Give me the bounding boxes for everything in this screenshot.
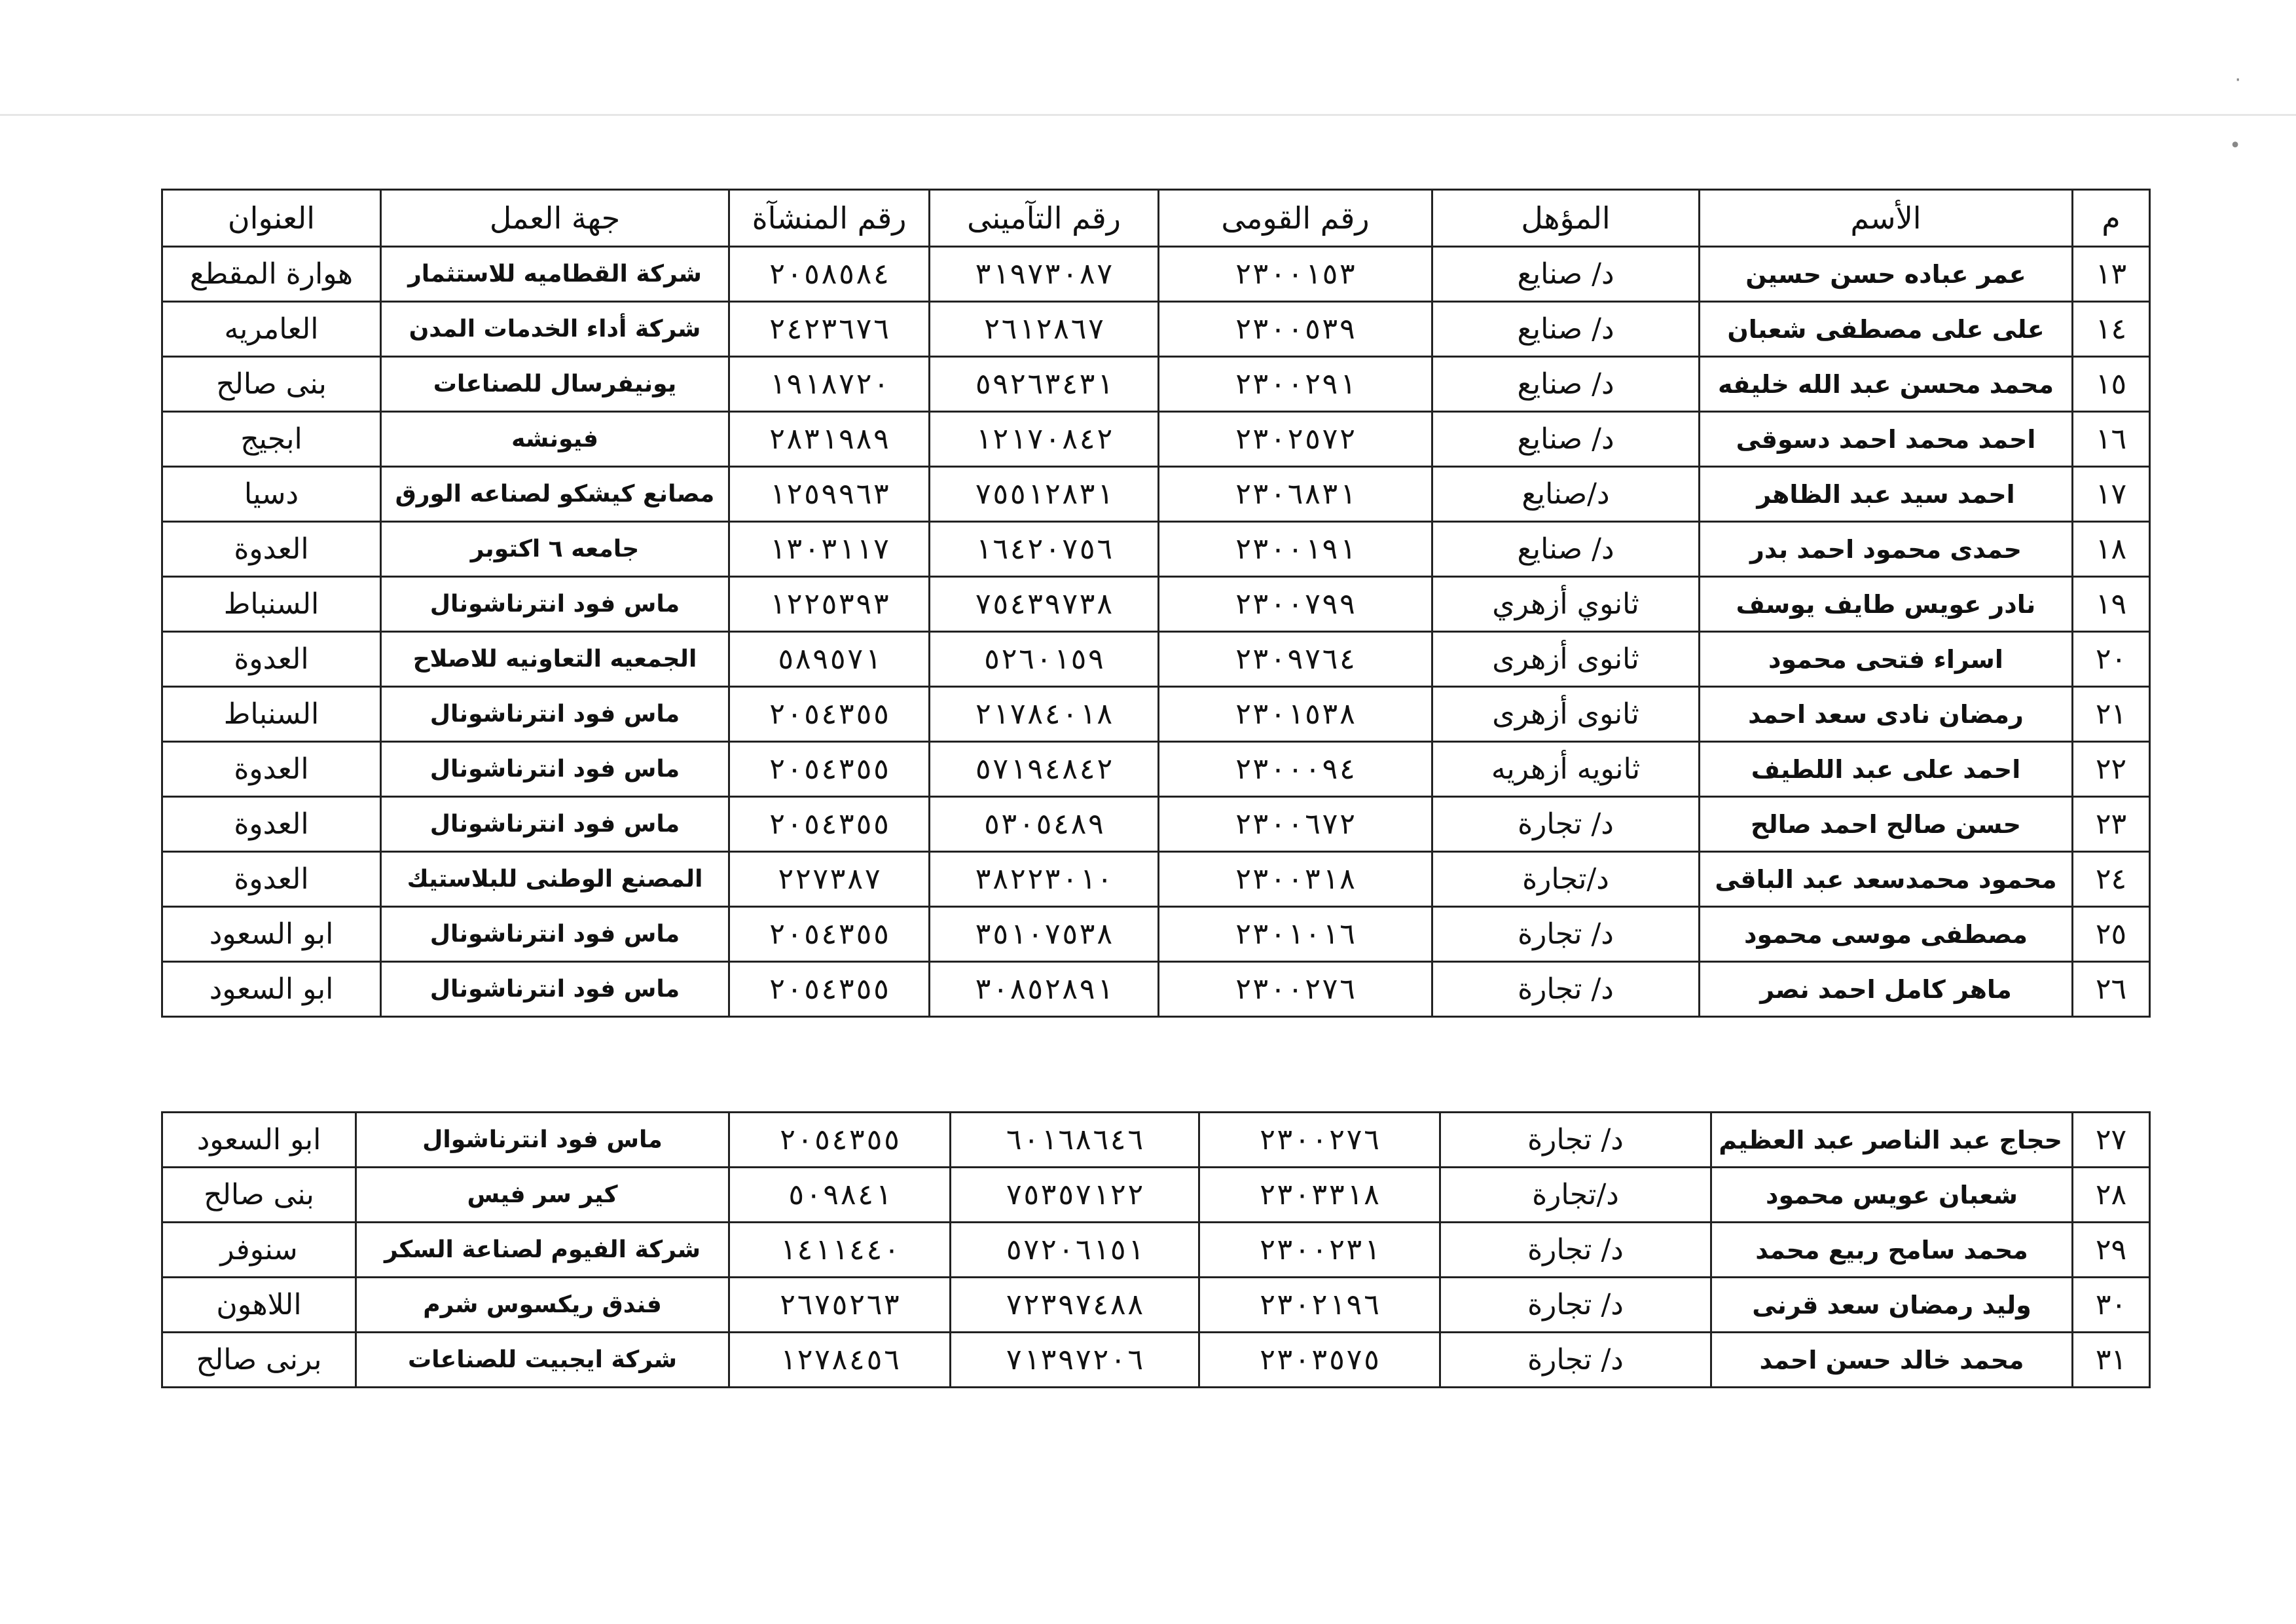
cell-qualification: د/صنايع bbox=[1432, 467, 1700, 522]
cell-national-id: ٢٣٠٠١٩١ bbox=[1159, 522, 1432, 577]
cell-establishment-no: ٢٦٧٥٢٦٣ bbox=[729, 1278, 951, 1333]
table-row bbox=[162, 412, 2150, 467]
table-row bbox=[162, 907, 2150, 962]
cell-insurance-no: ٦٠١٦٨٦٤٦ bbox=[951, 1113, 1199, 1168]
cell-establishment-no: ٢٠٥٤٣٥٥ bbox=[729, 687, 930, 742]
cell-number: ٢٦ bbox=[2073, 962, 2150, 1017]
cell-workplace: يونيفرسال للصناعات bbox=[381, 357, 729, 412]
cell-name: حجاج عبد الناصر عبد العظيم bbox=[1711, 1113, 2073, 1168]
cell-establishment-no: ٢٠٥٤٣٥٥ bbox=[729, 797, 930, 852]
cell-national-id: ٢٣٠١٠١٦ bbox=[1159, 907, 1432, 962]
cell-address: هوارة المقطع bbox=[162, 247, 381, 302]
cell-name: احمد سيد عبد الظاهر bbox=[1700, 467, 2073, 522]
cell-number: ٢٠ bbox=[2073, 632, 2150, 687]
table-row bbox=[162, 467, 2150, 522]
cell-workplace: كير سر فيس bbox=[356, 1168, 729, 1223]
cell-insurance-no: ٥٧١٩٤٨٤٢ bbox=[930, 742, 1159, 797]
cell-national-id: ٢٣٠٠٦٧٢ bbox=[1159, 797, 1432, 852]
table-row bbox=[162, 1333, 2150, 1388]
cell-address: بنى صالح bbox=[162, 1168, 356, 1223]
cell-national-id: ٢٣٠٠٢٣١ bbox=[1199, 1223, 1440, 1278]
cell-address: ابو السعود bbox=[162, 962, 381, 1017]
cell-name: ماهر كامل احمد نصر bbox=[1700, 962, 2073, 1017]
cell-workplace: ماس فود انترناشونال bbox=[381, 962, 729, 1017]
cell-insurance-no: ٧٢٣٩٧٤٨٨ bbox=[951, 1278, 1199, 1333]
cell-number: ٣٠ bbox=[2073, 1278, 2150, 1333]
employees-table-second bbox=[161, 1111, 2151, 1388]
cell-workplace: ماس فود انترناشونال bbox=[381, 907, 729, 962]
cell-number: ١٦ bbox=[2073, 412, 2150, 467]
cell-establishment-no: ٢٤٢٣٦٧٦ bbox=[729, 302, 930, 357]
employees-table-main bbox=[161, 189, 2151, 1018]
cell-address: بنى صالح bbox=[162, 357, 381, 412]
cell-workplace: جامعه ٦ اكتوبر bbox=[381, 522, 729, 577]
cell-number: ٢٨ bbox=[2073, 1168, 2150, 1223]
cell-workplace: شركة أداء الخدمات المدن bbox=[381, 302, 729, 357]
table-row bbox=[162, 1113, 2150, 1168]
cell-address: العدوة bbox=[162, 797, 381, 852]
cell-insurance-no: ٢١٧٨٤٠١٨ bbox=[930, 687, 1159, 742]
cell-address: العامريه bbox=[162, 302, 381, 357]
header-national-id: رقم القومى bbox=[1159, 190, 1432, 247]
cell-number: ٢٩ bbox=[2073, 1223, 2150, 1278]
cell-name: وليد رمضان سعد قرنى bbox=[1711, 1278, 2073, 1333]
cell-qualification: د/ صنايع bbox=[1432, 412, 1700, 467]
cell-qualification: ثانويه أزهريه bbox=[1432, 742, 1700, 797]
cell-name: نادر عويس طايف يوسف bbox=[1700, 577, 2073, 632]
table-row bbox=[162, 1223, 2150, 1278]
header-insurance-no: رقم التآمينى bbox=[930, 190, 1159, 247]
cell-workplace: ماس فود انترناشوال bbox=[356, 1113, 729, 1168]
table-row bbox=[162, 962, 2150, 1017]
cell-qualification: ثانوى أزهرى bbox=[1432, 687, 1700, 742]
cell-national-id: ٢٣٠٠٢٧٦ bbox=[1199, 1113, 1440, 1168]
table-row bbox=[162, 577, 2150, 632]
cell-number: ٢٣ bbox=[2073, 797, 2150, 852]
cell-national-id: ٢٣٠٢١٩٦ bbox=[1199, 1278, 1440, 1333]
cell-number: ١٩ bbox=[2073, 577, 2150, 632]
cell-national-id: ٢٣٠٢٥٧٢ bbox=[1159, 412, 1432, 467]
cell-name: احمد على عبد اللطيف bbox=[1700, 742, 2073, 797]
cell-qualification: د/ صنايع bbox=[1432, 522, 1700, 577]
cell-address: العدوة bbox=[162, 742, 381, 797]
cell-qualification: د/ صنايع bbox=[1432, 302, 1700, 357]
cell-national-id: ٢٣٠٠٧٩٩ bbox=[1159, 577, 1432, 632]
cell-workplace: المصنع الوطنى للبلاستيك bbox=[381, 852, 729, 907]
cell-insurance-no: ٢٦١٢٨٦٧ bbox=[930, 302, 1159, 357]
cell-establishment-no: ٢٠٥٤٣٥٥ bbox=[729, 907, 930, 962]
cell-address: العدوة bbox=[162, 632, 381, 687]
header-name: الأسم bbox=[1700, 190, 2073, 247]
header-qualification: المؤهل bbox=[1432, 190, 1700, 247]
cell-establishment-no: ٥٨٩٥٧١ bbox=[729, 632, 930, 687]
cell-national-id: ٢٣٠٠٢٩١ bbox=[1159, 357, 1432, 412]
cell-establishment-no: ٢٠٥٨٥٨٤ bbox=[729, 247, 930, 302]
header-row bbox=[162, 190, 2150, 247]
cell-establishment-no: ١٤١١٤٤٠ bbox=[729, 1223, 951, 1278]
cell-address: سنوفر bbox=[162, 1223, 356, 1278]
cell-number: ١٤ bbox=[2073, 302, 2150, 357]
cell-national-id: ٢٣٠٩٧٦٤ bbox=[1159, 632, 1432, 687]
cell-insurance-no: ١٦٤٢٠٧٥٦ bbox=[930, 522, 1159, 577]
cell-name: محمد خالد حسن احمد bbox=[1711, 1333, 2073, 1388]
cell-address: السنباط bbox=[162, 687, 381, 742]
cell-number: ٢٥ bbox=[2073, 907, 2150, 962]
cell-number: ١٨ bbox=[2073, 522, 2150, 577]
cell-insurance-no: ١٢١٧٠٨٤٢ bbox=[930, 412, 1159, 467]
cell-address: اللاهون bbox=[162, 1278, 356, 1333]
scan-edge-line bbox=[0, 114, 2296, 116]
cell-establishment-no: ٢٢٧٣٨٧ bbox=[729, 852, 930, 907]
table-row bbox=[162, 302, 2150, 357]
cell-establishment-no: ٢٠٥٤٣٥٥ bbox=[729, 962, 930, 1017]
header-address: العنوان bbox=[162, 190, 381, 247]
cell-number: ٢٤ bbox=[2073, 852, 2150, 907]
cell-address: برنى صالح bbox=[162, 1333, 356, 1388]
cell-national-id: ٢٣٠٠٠٩٤ bbox=[1159, 742, 1432, 797]
cell-insurance-no: ٥٣٠٥٤٨٩ bbox=[930, 797, 1159, 852]
cell-qualification: د/ تجارة bbox=[1432, 797, 1700, 852]
cell-name: محمد سامح ربيع محمد bbox=[1711, 1223, 2073, 1278]
scan-specks: · • bbox=[2229, 69, 2241, 157]
cell-establishment-no: ١٢٥٩٩٦٣ bbox=[729, 467, 930, 522]
cell-workplace: شركة الفيوم لصناعة السكر bbox=[356, 1223, 729, 1278]
cell-workplace: مصانع كيشكو لصناعه الورق bbox=[381, 467, 729, 522]
cell-insurance-no: ٣٠٨٥٢٨٩١ bbox=[930, 962, 1159, 1017]
header-m: م bbox=[2073, 190, 2150, 247]
cell-address: ابو السعود bbox=[162, 907, 381, 962]
cell-insurance-no: ٧٥٥١٢٨٣١ bbox=[930, 467, 1159, 522]
cell-national-id: ٢٣٠٣٥٧٥ bbox=[1199, 1333, 1440, 1388]
cell-establishment-no: ١٢٧٨٤٥٦ bbox=[729, 1333, 951, 1388]
cell-national-id: ٢٣٠٠٥٣٩ bbox=[1159, 302, 1432, 357]
cell-qualification: د/تجارة bbox=[1440, 1168, 1711, 1223]
cell-establishment-no: ٢٨٣١٩٨٩ bbox=[729, 412, 930, 467]
header-establishment-no: رقم المنشآة bbox=[729, 190, 930, 247]
cell-insurance-no: ٣١٩٧٣٠٨٧ bbox=[930, 247, 1159, 302]
cell-insurance-no: ٧١٣٩٧٢٠٦ bbox=[951, 1333, 1199, 1388]
cell-address: ابجيج bbox=[162, 412, 381, 467]
cell-insurance-no: ٥٩٢٦٣٤٣١ bbox=[930, 357, 1159, 412]
cell-qualification: د/ تجارة bbox=[1432, 907, 1700, 962]
cell-national-id: ٢٣٠٦٨٣١ bbox=[1159, 467, 1432, 522]
cell-national-id: ٢٣٠٣٣١٨ bbox=[1199, 1168, 1440, 1223]
cell-address: العدوة bbox=[162, 852, 381, 907]
cell-number: ٢١ bbox=[2073, 687, 2150, 742]
cell-establishment-no: ٥٠٩٨٤١ bbox=[729, 1168, 951, 1223]
cell-number: ١٥ bbox=[2073, 357, 2150, 412]
cell-address: ابو السعود bbox=[162, 1113, 356, 1168]
table-row bbox=[162, 687, 2150, 742]
cell-insurance-no: ٧٥٣٥٧١٢٢ bbox=[951, 1168, 1199, 1223]
cell-number: ٣١ bbox=[2073, 1333, 2150, 1388]
table-row bbox=[162, 522, 2150, 577]
cell-name: على على مصطفى شعبان bbox=[1700, 302, 2073, 357]
cell-qualification: ثانوي أزهري bbox=[1432, 577, 1700, 632]
cell-workplace: شركة القطاميه للاستثمار bbox=[381, 247, 729, 302]
table-body-second bbox=[162, 1113, 2150, 1388]
cell-name: محمد محسن عبد الله خليفه bbox=[1700, 357, 2073, 412]
cell-establishment-no: ٢٠٥٤٣٥٥ bbox=[729, 742, 930, 797]
cell-number: ٢٧ bbox=[2073, 1113, 2150, 1168]
table-row bbox=[162, 357, 2150, 412]
cell-insurance-no: ٧٥٤٣٩٧٣٨ bbox=[930, 577, 1159, 632]
header-workplace: جهة العمل bbox=[381, 190, 729, 247]
cell-workplace: شركة ايجبيت للصناعات bbox=[356, 1333, 729, 1388]
cell-qualification: د/ صنايع bbox=[1432, 247, 1700, 302]
cell-workplace: الجمعيه التعاونيه للاصلاح bbox=[381, 632, 729, 687]
cell-name: شعبان عويس محمود bbox=[1711, 1168, 2073, 1223]
table-row bbox=[162, 797, 2150, 852]
cell-number: ١٣ bbox=[2073, 247, 2150, 302]
cell-workplace: فندق ريكسوس شرم bbox=[356, 1278, 729, 1333]
cell-insurance-no: ٥٧٢٠٦١٥١ bbox=[951, 1223, 1199, 1278]
table-row bbox=[162, 1168, 2150, 1223]
cell-national-id: ٢٣٠٠١٥٣ bbox=[1159, 247, 1432, 302]
cell-number: ١٧ bbox=[2073, 467, 2150, 522]
cell-name: محمود محمدسعد عبد الباقى bbox=[1700, 852, 2073, 907]
table-row bbox=[162, 742, 2150, 797]
cell-qualification: ثانوى أزهرى bbox=[1432, 632, 1700, 687]
cell-name: عمر عباده حسن حسين bbox=[1700, 247, 2073, 302]
cell-qualification: د/ تجارة bbox=[1440, 1223, 1711, 1278]
cell-establishment-no: ٢٠٥٤٣٥٥ bbox=[729, 1113, 951, 1168]
cell-qualification: د/ تجارة bbox=[1440, 1113, 1711, 1168]
cell-qualification: د/ تجارة bbox=[1440, 1278, 1711, 1333]
cell-national-id: ٢٣٠٠٣١٨ bbox=[1159, 852, 1432, 907]
cell-workplace: ماس فود انترناشونال bbox=[381, 687, 729, 742]
cell-insurance-no: ٣٥١٠٧٥٣٨ bbox=[930, 907, 1159, 962]
cell-workplace: ماس فود انترناشونال bbox=[381, 742, 729, 797]
cell-address: العدوة bbox=[162, 522, 381, 577]
cell-workplace: فيونشه bbox=[381, 412, 729, 467]
cell-establishment-no: ١٩١٨٧٢٠ bbox=[729, 357, 930, 412]
cell-insurance-no: ٣٨٢٢٣٠١٠ bbox=[930, 852, 1159, 907]
cell-qualification: د/ تجارة bbox=[1432, 962, 1700, 1017]
cell-address: السنباط bbox=[162, 577, 381, 632]
cell-workplace: ماس فود انترناشونال bbox=[381, 577, 729, 632]
cell-name: حسن صالح احمد صالح bbox=[1700, 797, 2073, 852]
cell-name: اسراء فتحى محمود bbox=[1700, 632, 2073, 687]
cell-qualification: د/ تجارة bbox=[1440, 1333, 1711, 1388]
cell-name: احمد محمد احمد دسوقى bbox=[1700, 412, 2073, 467]
table-row bbox=[162, 1278, 2150, 1333]
cell-number: ٢٢ bbox=[2073, 742, 2150, 797]
cell-qualification: د/ صنايع bbox=[1432, 357, 1700, 412]
cell-insurance-no: ٥٢٦٠١٥٩ bbox=[930, 632, 1159, 687]
cell-name: حمدى محمود احمد بدر bbox=[1700, 522, 2073, 577]
cell-name: مصطفى موسى محمود bbox=[1700, 907, 2073, 962]
cell-establishment-no: ١٣٠٣١١٧ bbox=[729, 522, 930, 577]
table-row bbox=[162, 852, 2150, 907]
table-row bbox=[162, 632, 2150, 687]
table-body-main bbox=[162, 247, 2150, 1017]
table-row bbox=[162, 247, 2150, 302]
cell-establishment-no: ١٢٢٥٣٩٣ bbox=[729, 577, 930, 632]
cell-qualification: د/تجارة bbox=[1432, 852, 1700, 907]
cell-address: دسيا bbox=[162, 467, 381, 522]
cell-national-id: ٢٣٠٠٢٧٦ bbox=[1159, 962, 1432, 1017]
cell-national-id: ٢٣٠١٥٣٨ bbox=[1159, 687, 1432, 742]
cell-workplace: ماس فود انترناشونال bbox=[381, 797, 729, 852]
cell-name: رمضان نادى سعد احمد bbox=[1700, 687, 2073, 742]
